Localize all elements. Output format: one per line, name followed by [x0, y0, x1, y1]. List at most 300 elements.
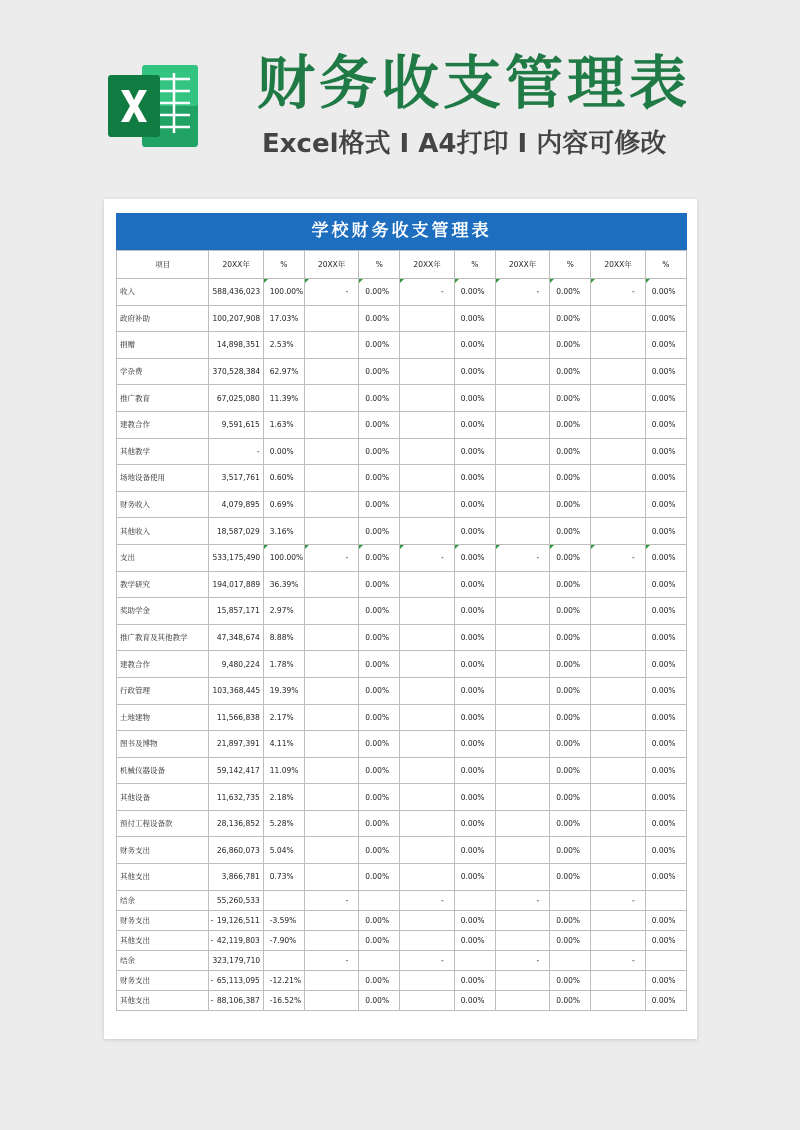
value-cell[interactable]: [591, 704, 645, 731]
value-cell[interactable]: [591, 930, 645, 950]
value-cell[interactable]: [591, 544, 645, 571]
value-cell[interactable]: [591, 757, 645, 784]
value-cell[interactable]: [400, 864, 454, 891]
value-cell[interactable]: [304, 837, 358, 864]
percent-cell[interactable]: [454, 279, 495, 306]
percent-cell[interactable]: [263, 784, 304, 811]
percent-cell[interactable]: [263, 518, 304, 545]
percent-cell[interactable]: [359, 990, 400, 1010]
value-cell[interactable]: [400, 544, 454, 571]
percent-cell[interactable]: [359, 438, 400, 465]
value-cell[interactable]: [400, 518, 454, 545]
percent-cell[interactable]: [263, 305, 304, 332]
value-cell[interactable]: [209, 990, 263, 1010]
value-cell[interactable]: [209, 757, 263, 784]
value-cell[interactable]: [304, 411, 358, 438]
value-cell[interactable]: [304, 598, 358, 625]
value-cell[interactable]: [591, 491, 645, 518]
value-cell[interactable]: [495, 385, 549, 412]
percent-cell[interactable]: [263, 571, 304, 598]
value-cell[interactable]: [400, 810, 454, 837]
value-cell[interactable]: [495, 465, 549, 492]
value-cell[interactable]: [209, 598, 263, 625]
percent-cell[interactable]: [263, 438, 304, 465]
percent-cell[interactable]: [263, 465, 304, 492]
percent-cell[interactable]: [645, 411, 686, 438]
percent-cell[interactable]: [645, 810, 686, 837]
value-cell[interactable]: [209, 950, 263, 970]
percent-cell[interactable]: [645, 651, 686, 678]
value-cell[interactable]: [304, 385, 358, 412]
row-label-cell[interactable]: [117, 571, 209, 598]
value-cell[interactable]: [304, 332, 358, 359]
value-cell[interactable]: [304, 677, 358, 704]
value-cell[interactable]: [209, 651, 263, 678]
percent-cell[interactable]: [645, 305, 686, 332]
percent-cell[interactable]: [263, 491, 304, 518]
percent-cell[interactable]: [550, 837, 591, 864]
value-cell[interactable]: [400, 890, 454, 910]
value-cell[interactable]: [209, 491, 263, 518]
percent-cell[interactable]: [454, 784, 495, 811]
percent-cell[interactable]: [454, 518, 495, 545]
percent-cell[interactable]: [550, 491, 591, 518]
percent-cell[interactable]: [550, 864, 591, 891]
percent-cell[interactable]: [263, 930, 304, 950]
row-label-cell[interactable]: [117, 704, 209, 731]
row-label-cell[interactable]: [117, 731, 209, 758]
value-cell[interactable]: [209, 518, 263, 545]
row-label-cell[interactable]: [117, 757, 209, 784]
row-label-cell[interactable]: [117, 491, 209, 518]
percent-cell[interactable]: [454, 332, 495, 359]
row-label-cell[interactable]: [117, 950, 209, 970]
value-cell[interactable]: [400, 990, 454, 1010]
percent-cell[interactable]: [359, 332, 400, 359]
value-cell[interactable]: [304, 305, 358, 332]
row-label-cell[interactable]: [117, 624, 209, 651]
value-cell[interactable]: [304, 651, 358, 678]
percent-cell[interactable]: [359, 411, 400, 438]
value-cell[interactable]: [495, 518, 549, 545]
value-cell[interactable]: [591, 465, 645, 492]
value-cell[interactable]: [304, 784, 358, 811]
value-cell[interactable]: [209, 358, 263, 385]
percent-cell[interactable]: [645, 910, 686, 930]
row-label-cell[interactable]: [117, 837, 209, 864]
percent-cell[interactable]: [454, 651, 495, 678]
row-label-cell[interactable]: [117, 677, 209, 704]
percent-cell[interactable]: [454, 598, 495, 625]
value-cell[interactable]: [400, 677, 454, 704]
row-label-cell[interactable]: [117, 810, 209, 837]
value-cell[interactable]: [304, 704, 358, 731]
percent-cell[interactable]: [454, 385, 495, 412]
percent-cell[interactable]: [454, 305, 495, 332]
percent-cell[interactable]: [359, 910, 400, 930]
percent-cell[interactable]: [454, 990, 495, 1010]
percent-cell[interactable]: [550, 677, 591, 704]
percent-cell[interactable]: [359, 491, 400, 518]
percent-cell[interactable]: [550, 990, 591, 1010]
percent-cell[interactable]: [359, 731, 400, 758]
percent-cell[interactable]: [454, 358, 495, 385]
value-cell[interactable]: [209, 305, 263, 332]
percent-cell[interactable]: [359, 704, 400, 731]
row-label-cell[interactable]: [117, 544, 209, 571]
row-label-cell[interactable]: [117, 890, 209, 910]
percent-cell[interactable]: [263, 810, 304, 837]
value-cell[interactable]: [495, 358, 549, 385]
percent-cell[interactable]: [454, 810, 495, 837]
percent-cell[interactable]: [359, 970, 400, 990]
value-cell[interactable]: [495, 438, 549, 465]
percent-cell[interactable]: [645, 491, 686, 518]
value-cell[interactable]: [591, 598, 645, 625]
value-cell[interactable]: [591, 385, 645, 412]
row-label-cell[interactable]: [117, 864, 209, 891]
percent-cell[interactable]: [263, 598, 304, 625]
value-cell[interactable]: [495, 411, 549, 438]
value-cell[interactable]: [495, 491, 549, 518]
value-cell[interactable]: [304, 731, 358, 758]
value-cell[interactable]: [495, 677, 549, 704]
value-cell[interactable]: [209, 279, 263, 306]
value-cell[interactable]: [400, 910, 454, 930]
percent-cell[interactable]: [454, 970, 495, 990]
percent-cell[interactable]: [550, 930, 591, 950]
row-label-cell[interactable]: [117, 411, 209, 438]
percent-cell[interactable]: [263, 624, 304, 651]
percent-cell[interactable]: [550, 784, 591, 811]
row-label-cell[interactable]: [117, 598, 209, 625]
value-cell[interactable]: [400, 332, 454, 359]
percent-cell[interactable]: [454, 950, 495, 970]
value-cell[interactable]: [495, 571, 549, 598]
row-label-cell[interactable]: [117, 651, 209, 678]
percent-cell[interactable]: [550, 704, 591, 731]
value-cell[interactable]: [209, 624, 263, 651]
value-cell[interactable]: [495, 651, 549, 678]
percent-cell[interactable]: [454, 677, 495, 704]
percent-cell[interactable]: [359, 950, 400, 970]
percent-cell[interactable]: [645, 624, 686, 651]
value-cell[interactable]: [400, 465, 454, 492]
value-cell[interactable]: [591, 864, 645, 891]
percent-cell[interactable]: [550, 970, 591, 990]
percent-cell[interactable]: [550, 332, 591, 359]
value-cell[interactable]: [591, 332, 645, 359]
percent-cell[interactable]: [645, 571, 686, 598]
value-cell[interactable]: [304, 757, 358, 784]
percent-cell[interactable]: [550, 279, 591, 306]
value-cell[interactable]: [209, 544, 263, 571]
value-cell[interactable]: [591, 411, 645, 438]
percent-cell[interactable]: [359, 677, 400, 704]
percent-cell[interactable]: [645, 332, 686, 359]
value-cell[interactable]: [209, 385, 263, 412]
value-cell[interactable]: [209, 411, 263, 438]
row-label-cell[interactable]: [117, 465, 209, 492]
value-cell[interactable]: [400, 571, 454, 598]
percent-cell[interactable]: [359, 305, 400, 332]
value-cell[interactable]: [400, 305, 454, 332]
percent-cell[interactable]: [359, 358, 400, 385]
percent-cell[interactable]: [645, 518, 686, 545]
value-cell[interactable]: [495, 332, 549, 359]
percent-cell[interactable]: [359, 890, 400, 910]
percent-cell[interactable]: [359, 837, 400, 864]
percent-cell[interactable]: [645, 279, 686, 306]
value-cell[interactable]: [495, 305, 549, 332]
value-cell[interactable]: [591, 837, 645, 864]
value-cell[interactable]: [209, 704, 263, 731]
percent-cell[interactable]: [645, 757, 686, 784]
value-cell[interactable]: [304, 910, 358, 930]
percent-cell[interactable]: [550, 305, 591, 332]
value-cell[interactable]: [400, 491, 454, 518]
value-cell[interactable]: [304, 810, 358, 837]
percent-cell[interactable]: [359, 864, 400, 891]
value-cell[interactable]: [209, 810, 263, 837]
percent-cell[interactable]: [359, 757, 400, 784]
value-cell[interactable]: [304, 890, 358, 910]
value-cell[interactable]: [209, 332, 263, 359]
percent-cell[interactable]: [550, 544, 591, 571]
value-cell[interactable]: [591, 624, 645, 651]
percent-cell[interactable]: [263, 385, 304, 412]
value-cell[interactable]: [209, 438, 263, 465]
value-cell[interactable]: [400, 651, 454, 678]
value-cell[interactable]: [495, 784, 549, 811]
value-cell[interactable]: [400, 279, 454, 306]
percent-cell[interactable]: [359, 810, 400, 837]
value-cell[interactable]: [209, 930, 263, 950]
percent-cell[interactable]: [454, 571, 495, 598]
percent-cell[interactable]: [550, 731, 591, 758]
percent-cell[interactable]: [263, 910, 304, 930]
percent-cell[interactable]: [645, 784, 686, 811]
percent-cell[interactable]: [645, 704, 686, 731]
value-cell[interactable]: [400, 784, 454, 811]
percent-cell[interactable]: [454, 411, 495, 438]
percent-cell[interactable]: [263, 651, 304, 678]
percent-cell[interactable]: [645, 598, 686, 625]
value-cell[interactable]: [495, 624, 549, 651]
value-cell[interactable]: [591, 518, 645, 545]
value-cell[interactable]: [495, 544, 549, 571]
percent-cell[interactable]: [263, 890, 304, 910]
value-cell[interactable]: [400, 598, 454, 625]
percent-cell[interactable]: [263, 950, 304, 970]
percent-cell[interactable]: [550, 438, 591, 465]
value-cell[interactable]: [209, 731, 263, 758]
percent-cell[interactable]: [550, 624, 591, 651]
value-cell[interactable]: [304, 465, 358, 492]
value-cell[interactable]: [591, 677, 645, 704]
percent-cell[interactable]: [359, 385, 400, 412]
value-cell[interactable]: [400, 358, 454, 385]
value-cell[interactable]: [304, 950, 358, 970]
value-cell[interactable]: [400, 704, 454, 731]
percent-cell[interactable]: [454, 757, 495, 784]
percent-cell[interactable]: [263, 332, 304, 359]
percent-cell[interactable]: [359, 279, 400, 306]
percent-cell[interactable]: [645, 970, 686, 990]
value-cell[interactable]: [304, 571, 358, 598]
value-cell[interactable]: [495, 731, 549, 758]
value-cell[interactable]: [495, 704, 549, 731]
percent-cell[interactable]: [550, 757, 591, 784]
value-cell[interactable]: [495, 890, 549, 910]
percent-cell[interactable]: [359, 598, 400, 625]
row-label-cell[interactable]: [117, 930, 209, 950]
row-label-cell[interactable]: [117, 784, 209, 811]
value-cell[interactable]: [209, 677, 263, 704]
value-cell[interactable]: [304, 970, 358, 990]
percent-cell[interactable]: [263, 358, 304, 385]
percent-cell[interactable]: [263, 837, 304, 864]
percent-cell[interactable]: [645, 990, 686, 1010]
percent-cell[interactable]: [454, 837, 495, 864]
value-cell[interactable]: [495, 970, 549, 990]
value-cell[interactable]: [495, 930, 549, 950]
value-cell[interactable]: [400, 970, 454, 990]
value-cell[interactable]: [495, 810, 549, 837]
percent-cell[interactable]: [645, 864, 686, 891]
percent-cell[interactable]: [454, 465, 495, 492]
value-cell[interactable]: [495, 837, 549, 864]
value-cell[interactable]: [304, 438, 358, 465]
percent-cell[interactable]: [263, 411, 304, 438]
percent-cell[interactable]: [645, 465, 686, 492]
percent-cell[interactable]: [359, 651, 400, 678]
value-cell[interactable]: [400, 757, 454, 784]
row-label-cell[interactable]: [117, 358, 209, 385]
percent-cell[interactable]: [550, 465, 591, 492]
value-cell[interactable]: [209, 970, 263, 990]
percent-cell[interactable]: [550, 518, 591, 545]
percent-cell[interactable]: [645, 731, 686, 758]
value-cell[interactable]: [591, 731, 645, 758]
percent-cell[interactable]: [263, 279, 304, 306]
percent-cell[interactable]: [454, 544, 495, 571]
value-cell[interactable]: [495, 279, 549, 306]
percent-cell[interactable]: [359, 465, 400, 492]
percent-cell[interactable]: [645, 544, 686, 571]
value-cell[interactable]: [591, 784, 645, 811]
row-label-cell[interactable]: [117, 332, 209, 359]
percent-cell[interactable]: [454, 438, 495, 465]
percent-cell[interactable]: [550, 950, 591, 970]
percent-cell[interactable]: [263, 677, 304, 704]
value-cell[interactable]: [209, 890, 263, 910]
value-cell[interactable]: [495, 864, 549, 891]
percent-cell[interactable]: [359, 571, 400, 598]
percent-cell[interactable]: [645, 890, 686, 910]
percent-cell[interactable]: [645, 930, 686, 950]
percent-cell[interactable]: [550, 571, 591, 598]
percent-cell[interactable]: [359, 544, 400, 571]
row-label-cell[interactable]: [117, 385, 209, 412]
percent-cell[interactable]: [263, 864, 304, 891]
percent-cell[interactable]: [263, 990, 304, 1010]
percent-cell[interactable]: [263, 757, 304, 784]
percent-cell[interactable]: [454, 491, 495, 518]
percent-cell[interactable]: [550, 810, 591, 837]
row-label-cell[interactable]: [117, 990, 209, 1010]
value-cell[interactable]: [591, 810, 645, 837]
value-cell[interactable]: [495, 950, 549, 970]
percent-cell[interactable]: [550, 890, 591, 910]
value-cell[interactable]: [304, 990, 358, 1010]
percent-cell[interactable]: [550, 651, 591, 678]
percent-cell[interactable]: [359, 930, 400, 950]
percent-cell[interactable]: [645, 677, 686, 704]
value-cell[interactable]: [591, 305, 645, 332]
value-cell[interactable]: [591, 358, 645, 385]
percent-cell[interactable]: [263, 731, 304, 758]
value-cell[interactable]: [591, 970, 645, 990]
value-cell[interactable]: [591, 279, 645, 306]
value-cell[interactable]: [209, 784, 263, 811]
row-label-cell[interactable]: [117, 910, 209, 930]
percent-cell[interactable]: [359, 624, 400, 651]
value-cell[interactable]: [400, 438, 454, 465]
value-cell[interactable]: [591, 990, 645, 1010]
value-cell[interactable]: [209, 910, 263, 930]
value-cell[interactable]: [209, 465, 263, 492]
value-cell[interactable]: [400, 837, 454, 864]
percent-cell[interactable]: [454, 864, 495, 891]
value-cell[interactable]: [495, 910, 549, 930]
percent-cell[interactable]: [645, 438, 686, 465]
row-label-cell[interactable]: [117, 438, 209, 465]
percent-cell[interactable]: [359, 784, 400, 811]
value-cell[interactable]: [304, 864, 358, 891]
value-cell[interactable]: [400, 385, 454, 412]
row-label-cell[interactable]: [117, 279, 209, 306]
value-cell[interactable]: [495, 598, 549, 625]
value-cell[interactable]: [400, 930, 454, 950]
percent-cell[interactable]: [645, 950, 686, 970]
row-label-cell[interactable]: [117, 518, 209, 545]
value-cell[interactable]: [591, 571, 645, 598]
value-cell[interactable]: [400, 624, 454, 651]
value-cell[interactable]: [304, 624, 358, 651]
percent-cell[interactable]: [454, 624, 495, 651]
row-label-cell[interactable]: [117, 305, 209, 332]
value-cell[interactable]: [591, 950, 645, 970]
percent-cell[interactable]: [454, 704, 495, 731]
value-cell[interactable]: [495, 990, 549, 1010]
value-cell[interactable]: [304, 358, 358, 385]
percent-cell[interactable]: [645, 837, 686, 864]
percent-cell[interactable]: [550, 910, 591, 930]
percent-cell[interactable]: [454, 930, 495, 950]
percent-cell[interactable]: [550, 358, 591, 385]
value-cell[interactable]: [591, 438, 645, 465]
value-cell[interactable]: [209, 571, 263, 598]
value-cell[interactable]: [304, 930, 358, 950]
percent-cell[interactable]: [454, 731, 495, 758]
value-cell[interactable]: [591, 651, 645, 678]
percent-cell[interactable]: [263, 704, 304, 731]
value-cell[interactable]: [304, 491, 358, 518]
value-cell[interactable]: [304, 518, 358, 545]
percent-cell[interactable]: [550, 598, 591, 625]
percent-cell[interactable]: [359, 518, 400, 545]
